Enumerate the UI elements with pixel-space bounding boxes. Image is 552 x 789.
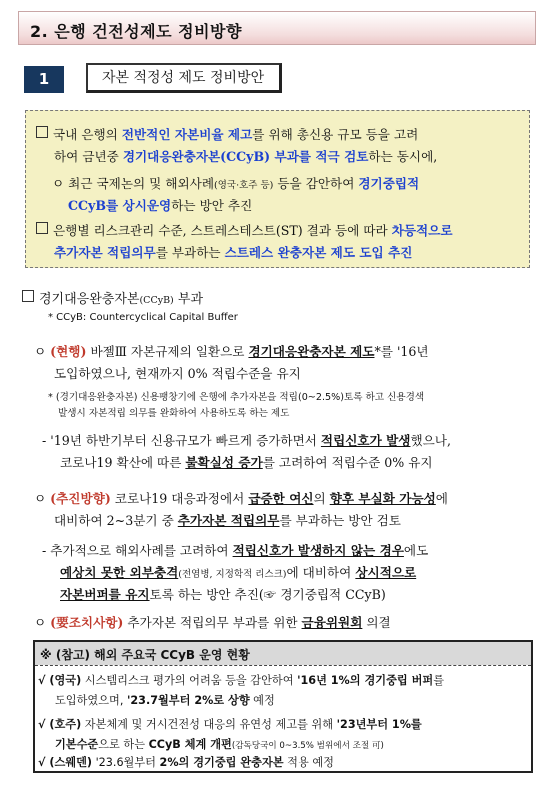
reference-divider bbox=[35, 665, 531, 667]
circle-bullet-icon: ㅇ bbox=[34, 344, 51, 359]
check-mark-icon: √ bbox=[38, 756, 50, 769]
checkbox-icon bbox=[22, 290, 34, 302]
uk-line-1: √ (영국) 시스템리스크 평가의 어려움 등을 감안하여 '16년 1%의 경기중립 버퍼를 bbox=[38, 674, 445, 687]
section-title: 자본 적정성 제도 정비방안 bbox=[86, 63, 282, 93]
direction-line-1: ㅇ (추진방향) 코로나19 대응과정에서 급증한 여신의 향후 부실화 가능성에 bbox=[34, 491, 448, 506]
summary-item-3-line-2: 추가자본 적립의무를 부과하는 스트레스 완충자본 제도 도입 추진 bbox=[54, 245, 413, 260]
overseas-line-1: - 추가적으로 해외사례를 고려하여 적립신호가 발생하지 않는 경우에도 bbox=[42, 543, 429, 558]
current-line-1: ㅇ (현행) 바젤Ⅲ 자본규제의 일환으로 경기대응완충자본 제도*를 '16년 bbox=[34, 344, 429, 359]
current-line-2: 도입하였으나, 현재까지 0% 적립수준을 유지 bbox=[54, 366, 301, 381]
summary-item-2-line-1: ㅇ 최근 국제논의 및 해외사례(영국·호주 등) 등을 감안하여 경기중립적 bbox=[52, 176, 420, 191]
section-number: 1 bbox=[24, 66, 64, 93]
au-line-2: 기본수준으로 하는 CCyB 체계 개편(감독당국이 0~3.5% 범위에서 조절 可) bbox=[55, 738, 384, 751]
circle-bullet-icon: ㅇ bbox=[34, 491, 51, 506]
required-action-line: ㅇ (要조치사항) 추가자본 적립의무 부과를 위한 금융위원회 의결 bbox=[34, 615, 391, 630]
summary-item-2-line-2: CCyB를 상시운영하는 방안 추진 bbox=[68, 198, 253, 213]
circle-bullet-icon: ㅇ bbox=[52, 176, 69, 191]
direction-line-2: 대비하여 2~3분기 중 추가자본 적립의무를 부과하는 방안 검토 bbox=[54, 513, 401, 528]
ccyb-heading: 경기대응완충자본(CCyB) 부과 bbox=[22, 288, 203, 307]
ccyb-footnote: * CCyB: Countercyclical Capital Buffer bbox=[48, 312, 238, 323]
definition-note-line-1: * (경기대응완충자본) 신용팽창기에 은행에 추가자본을 적립(0~2.5%)토록 하고 신용경색 bbox=[48, 392, 425, 403]
definition-note-line-2: 발생시 자본적립 의무를 완화하여 사용하도록 하는 제도 bbox=[58, 408, 290, 419]
checkbox-icon bbox=[36, 222, 48, 234]
checkbox-icon bbox=[36, 126, 48, 138]
summary-item-1-line-2: 하여 금년중 경기대응완충자본(CCyB) 부과를 적극 검토하는 동시에, bbox=[54, 149, 438, 164]
circle-bullet-icon: ㅇ bbox=[34, 615, 51, 630]
reference-title: ※ (참고) 해외 주요국 CCyB 운영 현황 bbox=[40, 648, 250, 662]
trend-line-1: - '19년 하반기부터 신용규모가 빠르게 증가하면서 적립신호가 발생했으나, bbox=[42, 433, 451, 448]
uk-line-2: 도입하였으며, '23.7월부터 2%로 상향 예정 bbox=[55, 694, 275, 707]
au-line-1: √ (호주) 자본체계 및 거시건전성 대응의 유연성 제고를 위해 '23년부터 1%를 bbox=[38, 718, 422, 731]
overseas-line-3: 자본버퍼를 유지토록 하는 방안 추진(☞ 경기중립적 CCyB) bbox=[60, 587, 386, 602]
se-line: √ (스웨덴) '23.6월부터 2%의 경기중립 완충자본 적용 예정 bbox=[38, 756, 334, 769]
page-title: 2. 은행 건전성제도 정비방향 bbox=[30, 22, 242, 41]
check-mark-icon: √ bbox=[38, 674, 50, 687]
summary-item-3-line-1: 은행별 리스크관리 수준, 스트레스테스트(ST) 결과 등에 따라 차등적으로 bbox=[36, 220, 453, 239]
check-mark-icon: √ bbox=[38, 718, 50, 731]
overseas-line-2: 예상치 못한 외부충격(전염병, 지정학적 리스크)에 대비하여 상시적으로 bbox=[60, 565, 417, 580]
summary-item-1-line-1: 국내 은행의 전반적인 자본비율 제고를 위해 총신용 규모 등을 고려 bbox=[36, 124, 418, 143]
trend-line-2: 코로나19 확산에 따른 불확실성 증가를 고려하여 적립수준 0% 유지 bbox=[60, 455, 433, 470]
